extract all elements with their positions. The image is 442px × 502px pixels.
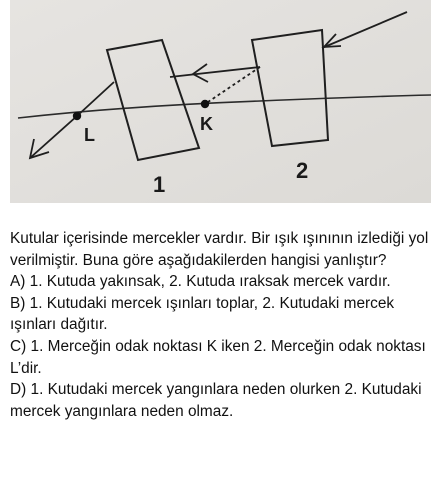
option-b: B) 1. Kutudaki mercek ışınları toplar, 2. Kutudaki mercek ışınları dağıtır. [10,294,395,334]
question-block [10,228,435,422]
label-box-2: 2 [296,158,309,183]
point-l-dot [73,112,81,120]
label-box-1: 1 [153,172,166,197]
label-k: K [200,114,213,134]
question-stem: Kutular içerisinde mercekler vardır. Bir ışık ışınının izlediği yol verilmiştir. Buna göre aşağıdakilerden hangisi yanlıştır? [10,230,429,269]
option-c: C) 1. Merceğin odak noktası K iken 2. Merceğin odak noktası L’dir. [10,337,426,377]
option-d: D) 1. Kutudaki mercek yangınlara neden olurken 2. Kutudaki mercek yangınlara neden olmaz. [10,381,422,420]
ray-diagram [10,0,431,203]
point-k-dot [201,100,209,108]
label-l: L [84,125,95,145]
option-a: A) 1. Kutuda yakınsak, 2. Kutuda ıraksak mercek vardır. [10,273,391,291]
optics-figure [10,0,431,203]
